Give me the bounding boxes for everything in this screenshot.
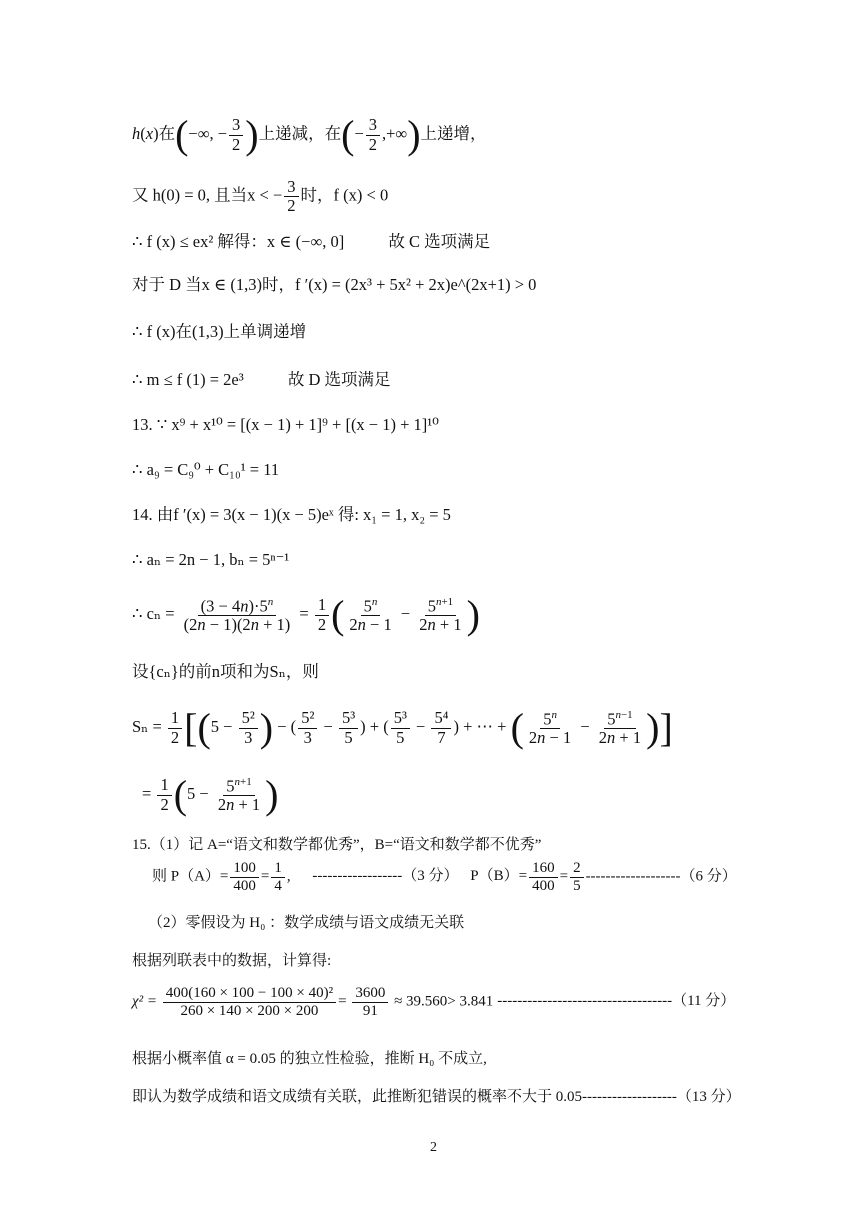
calc-intro-line: 根据列联表中的数据，计算得: [132, 953, 332, 969]
option-d-line: 对于 D 当x ∈ (1,3)时，f ′(x) = (2x³ + 5x² + 2x)e^(2x+1) > 0 [132, 275, 537, 294]
h0-line: 又 h(0) = 0, 且当x < − $\frac{3}{2}$ 时，f (x) < 0 [132, 177, 389, 216]
monotonic-line: ∴ f (x)在(1,3)上单调递增 [132, 322, 307, 341]
sn-intro-line: 设{cₙ}的前n项和为Sₙ，则 [132, 662, 319, 681]
a9-line: ∴ a₉ = C₉⁰ + C₁₀¹ = 11 [132, 460, 280, 479]
option-d-note: 故 D 选项满足 [287, 370, 391, 389]
q15-part2-line: （2）零假设为 H₀ ：数学成绩与语文成绩无关联 [148, 915, 465, 931]
q14-line: 14. 由f ′(x) = 3(x − 1)(x − 5)eˣ 得: x₁ = 1, x₂ = 5 [132, 505, 451, 524]
m-bound-line: ∴ m ≤ f (1) = 2e³ 故 D 选项满足 [132, 370, 391, 389]
an-bn-line: ∴ aₙ = 2n − 1, bₙ = 5ⁿ⁻¹ [132, 550, 290, 569]
sn-result-line: = $\frac{1}{2}$ (5 − $\frac{5^{n+1}}{2n + 1}$ ) [142, 772, 279, 817]
q15-part1-line: 15.（1）记 A=“语文和数学都优秀”，B=“语文和数学都不优秀” [132, 837, 542, 853]
chi-square-line: χ² = $\frac{\text{400(160 × 100 − 100 × 40)²}}{260 \times 140 \times 200 \times 200}$ = $\frac{3600}{91}$ ≈ 39.560> 3.841 -----------------------------------（11 分） [132, 985, 736, 1019]
sn-line: Sₙ = $\frac{1}{2}$ [(5 − $\frac{\text{5²}}{3}$ ) − ( $\frac{\text{5²}}{3}$ − $\frac{\text{5³}}{5}$ ) + ( $\frac{\text{5³}}{5}$ − $\frac{\text{5⁴}}{7}$ ) + ⋯ + ( $\frac{5^n}{2n - 1}$ − $\frac{5^{n-1}}{2n + 1}$ )] [132, 705, 673, 750]
alpha-line: 根据小概率值 α = 0.05 的独立性检验，推断 H₀ 不成立, [132, 1051, 487, 1067]
page-number: 2 [430, 1140, 437, 1155]
probability-line: 则 P（A）= $\frac{100}{400}$ = $\frac{1}{4}$ , ------------------（3 分） P（B）= $\frac{160}{400}$ = $\frac{2}{5}$ -------------------（6 分） [152, 860, 737, 894]
cn-line: ∴ cₙ = $\frac{(3 - 4n)\cdot 5^n}{(2n - 1)(2n + 1)}$ = $\frac{1}{2}$ ( $\frac{5^n}{2n - 1}$ − $\frac{5^{n+1}}{2n + 1}$ ) [132, 592, 480, 637]
h-monotonic-line: h(x)在(−∞, − $\frac{3}{2}$ )上递减，在(− $\frac{3}{2}$ ,+∞)上递增， [132, 112, 487, 157]
option-c-line: ∴ f (x) ≤ ex² 解得：x ∈ (−∞, 0] 故 C 选项满足 [132, 232, 491, 251]
q13-line: 13. ∵ x⁹ + x¹⁰ = [(x − 1) + 1]⁹ + [(x − 1) + 1]¹⁰ [132, 415, 439, 434]
option-c-note: 故 C 选项满足 [388, 232, 491, 251]
conclusion-line: 即认为数学成绩和语文成绩有关联，此推断犯错误的概率不大于 0.05-------------------（13 分） [132, 1089, 741, 1105]
